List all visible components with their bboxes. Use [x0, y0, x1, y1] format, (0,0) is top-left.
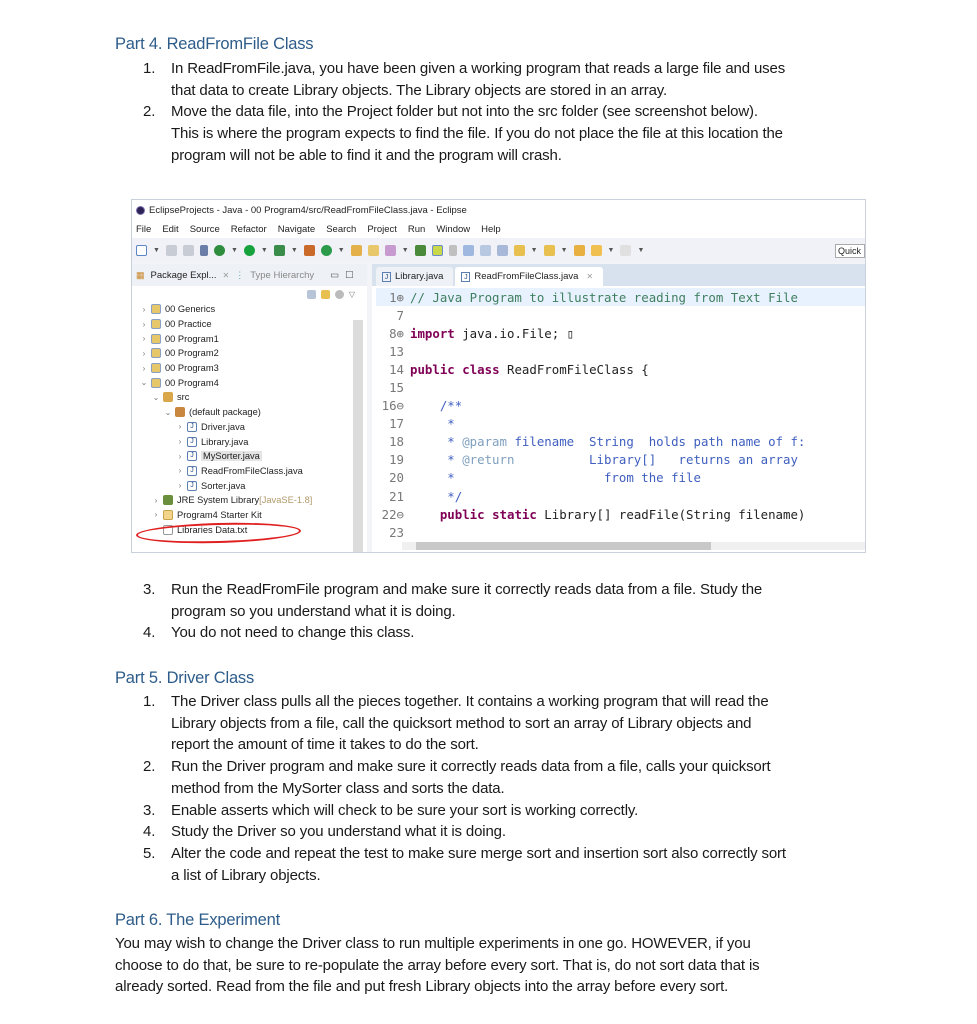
list-number: 4. [143, 823, 156, 841]
menu-search[interactable]: Search [326, 223, 357, 235]
chevron-down-icon[interactable]: ⌄ [164, 407, 172, 417]
tree-item[interactable] [140, 434, 367, 449]
part4-steps-continued [143, 579, 763, 644]
line-number: 23 [389, 524, 404, 540]
pilcrow-icon[interactable] [497, 245, 508, 256]
tree-item-label: Libraries Data.txt [177, 524, 248, 535]
tab-type-hierarchy[interactable]: Type Hierarchy [250, 269, 315, 281]
list-line: Enable asserts which will check to be sure your sort is working correctly. [171, 801, 639, 819]
new-class-icon[interactable] [321, 245, 332, 256]
package-explorer-icon: ▦ [136, 269, 145, 280]
line-number: 17 [389, 416, 404, 432]
line-number: 7 [396, 307, 404, 323]
java-file-icon: J [187, 481, 197, 491]
project-icon [151, 319, 161, 329]
line-number: 19 [389, 452, 404, 468]
java-file-icon: J [382, 272, 391, 282]
code-line [376, 505, 865, 523]
code-line [376, 415, 865, 433]
code-text: * [410, 416, 455, 432]
chevron-right-icon[interactable]: › [142, 348, 146, 358]
list-line: The Driver class pulls all the pieces together. It contains a working program that will read the [171, 693, 769, 710]
line-number: 18 [389, 434, 404, 450]
tree-item[interactable] [140, 331, 367, 346]
tree-item[interactable] [140, 478, 367, 493]
last-edit-icon[interactable] [574, 245, 585, 256]
menu-refactor[interactable]: Refactor [230, 223, 267, 235]
menu-edit[interactable]: Edit [162, 223, 179, 235]
tree-item-label: MySorter.java [203, 451, 260, 462]
tree-item[interactable] [140, 464, 367, 479]
tree-item-label: (default package) [189, 407, 261, 418]
new-icon[interactable] [136, 245, 147, 256]
tree-item[interactable] [140, 361, 367, 376]
java-file-icon: J [187, 451, 197, 461]
show-whitespace-icon[interactable] [463, 245, 474, 256]
list-number: 4. [143, 624, 156, 642]
open-folder-icon[interactable] [368, 245, 379, 256]
toolbar: ▼ ▼ ▼ ▼ ▼ ▼ ▼ ▼ ▼ ▼ [132, 238, 865, 262]
chevron-right-icon[interactable]: › [142, 304, 146, 314]
tree-item-label: Driver.java [201, 421, 245, 432]
tree-item-label: Sorter.java [201, 480, 246, 491]
quick-access-field[interactable]: Quick [835, 244, 865, 258]
tree-item-label: Program4 Starter Kit [177, 509, 262, 520]
chevron-down-icon[interactable]: ⌄ [152, 392, 160, 402]
java-file-icon: J [461, 272, 470, 282]
list-item [143, 821, 786, 843]
code-line [376, 342, 865, 360]
editor-tab-label: ReadFromFileClass.java [474, 271, 579, 282]
toggle-mark-icon[interactable] [432, 245, 443, 256]
code-line [376, 360, 865, 378]
tree-item-label: ReadFromFileClass.java [201, 465, 303, 476]
code-line [376, 469, 865, 487]
collapse-all-icon[interactable] [307, 290, 316, 299]
eclipse-logo-icon [136, 206, 145, 215]
code-text: * @param filename String holds path name of f: [410, 434, 806, 450]
project-icon [151, 304, 161, 314]
save-all-icon[interactable] [183, 245, 194, 256]
chevron-right-icon[interactable]: › [142, 334, 146, 344]
link-with-editor-icon[interactable] [321, 290, 330, 299]
chevron-right-icon[interactable]: › [178, 437, 182, 447]
run-icon[interactable] [244, 245, 255, 256]
skip-breakpoints-icon[interactable] [200, 245, 208, 256]
part5-heading: Part 5. Driver Class [115, 669, 255, 687]
code-text: */ [410, 488, 463, 504]
list-item [143, 800, 786, 822]
line-number: 16⊖ [381, 398, 404, 414]
list-item [143, 622, 762, 644]
line-number: 8⊕ [389, 325, 404, 341]
project-icon [151, 334, 161, 344]
tree-item[interactable] [140, 449, 367, 464]
line-number: 1⊕ [389, 289, 404, 305]
code-text: * @return Library[] returns an array [410, 452, 798, 468]
list-item [143, 843, 786, 886]
filters-icon[interactable] [335, 290, 344, 299]
tree-item[interactable] [140, 508, 367, 523]
menu-bar [132, 220, 865, 238]
chevron-right-icon[interactable]: › [154, 510, 158, 520]
list-item [143, 101, 785, 166]
tree-item[interactable] [140, 420, 367, 435]
list-item [143, 58, 786, 101]
list-item [143, 579, 763, 622]
package-icon [175, 407, 185, 417]
close-icon[interactable]: ✕ [586, 272, 594, 281]
tree-item[interactable] [140, 346, 367, 361]
code-text: /** [439, 398, 463, 414]
code-text: import java.io.File; ▯ [410, 325, 575, 341]
tree-item[interactable] [140, 375, 367, 390]
open-type-icon[interactable] [351, 245, 362, 256]
list-line: that data to create Library objects. The Library objects are stored in an array. [171, 81, 668, 99]
tree-item-label: Library.java [201, 436, 249, 447]
code-editor [372, 264, 865, 552]
line-number: 22⊖ [381, 506, 404, 522]
code-line [376, 288, 865, 306]
line-number: 13 [389, 343, 404, 359]
eclipse-screenshot [131, 199, 866, 553]
code-line [376, 306, 865, 324]
tree-item[interactable] [140, 405, 367, 420]
menu-help[interactable]: Help [481, 223, 501, 235]
code-text: // Java Program to illustrate reading from Text File [410, 289, 798, 305]
project-tree [132, 302, 367, 537]
tree-item-label: src [177, 392, 190, 403]
code-line [376, 487, 865, 505]
list-line: You do not need to change this class. [171, 624, 415, 642]
list-line: This is where the program expects to find the file. If you do not place the file at this location the [171, 125, 783, 143]
code-line [376, 324, 865, 342]
run-external-icon[interactable] [274, 245, 285, 256]
menu-window[interactable]: Window [436, 223, 471, 235]
chevron-right-icon[interactable]: › [178, 422, 182, 432]
menu-project[interactable]: Project [367, 223, 397, 235]
tree-item-label: 00 Generics [165, 304, 216, 315]
chevron-right-icon[interactable]: › [178, 466, 182, 476]
maximize-icon[interactable]: ☐ [345, 269, 354, 281]
line-number: 15 [389, 380, 404, 396]
menu-run[interactable]: Run [407, 223, 426, 235]
window-title: EclipseProjects - Java - 00 Program4/src/ReadFromFileClass.java - Eclipse [149, 204, 467, 216]
minimize-icon[interactable]: ▭ [330, 269, 340, 281]
list-item [143, 691, 786, 756]
tree-item-label: JRE System Library [177, 495, 260, 506]
forward-icon[interactable] [620, 245, 631, 256]
tree-item-label: 00 Practice [165, 319, 212, 330]
code-text: public static Library[] readFile(String filename) [439, 506, 806, 522]
save-icon[interactable] [166, 245, 177, 256]
code-area[interactable] [376, 288, 865, 541]
list-line: program so you understand what it is doing. [171, 602, 456, 620]
pin-icon[interactable] [415, 245, 426, 256]
list-number: 1. [143, 693, 156, 710]
project-icon [151, 348, 161, 358]
line-number: 20 [389, 470, 404, 486]
line-number: 21 [389, 488, 404, 504]
chevron-right-icon[interactable]: › [178, 481, 182, 491]
java-file-icon: J [187, 437, 197, 447]
tree-item[interactable] [140, 493, 367, 508]
list-line: Run the ReadFromFile program and make sure it correctly reads data from a file. Study the [171, 581, 763, 598]
tree-item[interactable] [140, 317, 367, 332]
list-number: 3. [143, 581, 156, 598]
part4-heading: Part 4. ReadFromFile Class [115, 35, 314, 53]
window-titlebar [132, 200, 865, 220]
java-file-icon: J [187, 466, 197, 476]
list-line: report the amount of time it takes to do the sort. [171, 736, 479, 754]
list-line: Alter the code and repeat the test to make sure merge sort and insertion sort also correctly sort [171, 844, 786, 862]
project-icon [151, 363, 161, 373]
code-line [376, 397, 865, 415]
part6-heading: Part 6. The Experiment [115, 911, 280, 929]
source-icon[interactable] [480, 245, 491, 256]
list-line: In ReadFromFile.java, you have been given a working program that reads a large file and uses [171, 60, 786, 77]
list-line: method from the MySorter class and sorts the data. [171, 779, 505, 797]
new-java-project-icon[interactable] [304, 245, 315, 256]
project-icon [151, 378, 161, 388]
code-text: * from the file [410, 470, 701, 486]
chevron-down-icon[interactable]: ⌄ [140, 378, 148, 388]
list-line: Run the Driver program and make sure it correctly reads data from a file, calls your quicksort [171, 758, 771, 776]
list-number: 2. [143, 103, 156, 121]
line-number: 14 [389, 361, 404, 377]
list-line: program will not be able to find it and the program will crash. [171, 146, 562, 164]
folder-icon [163, 510, 173, 520]
jre-icon [163, 495, 173, 505]
tree-item[interactable] [140, 302, 367, 317]
list-line: Library objects from a file, call the quicksort method to sort an array of Library objects and [171, 714, 752, 732]
list-item [143, 756, 786, 799]
list-number: 2. [143, 758, 156, 776]
list-number: 3. [143, 801, 156, 819]
code-line [376, 523, 865, 541]
menu-source[interactable]: Source [189, 223, 220, 235]
code-text: public class ReadFromFileClass { [410, 361, 649, 377]
menu-navigate[interactable]: Navigate [277, 223, 316, 235]
src-folder-icon [163, 392, 173, 402]
tree-item-label: 00 Program1 [165, 333, 219, 344]
paragraph-line: choose to do that, be sure to re-populate the array before every sort. That is, do not sort data that is [115, 956, 760, 974]
search-icon[interactable] [385, 245, 396, 256]
list-line: Move the data file, into the Project folder but not into the src folder (see screenshot below). [171, 103, 758, 121]
list-line: Study the Driver so you understand what it is doing. [171, 823, 506, 841]
paragraph-line: You may wish to change the Driver class to run multiple experiments in one go. HOWEVER, if you [115, 935, 751, 952]
editor-tab-label: Library.java [395, 271, 444, 282]
close-icon[interactable]: ✕ [222, 270, 230, 280]
editor-tab[interactable] [455, 267, 603, 286]
part4-steps [143, 58, 786, 167]
part6-paragraph [115, 933, 760, 998]
chevron-right-icon[interactable]: › [142, 319, 146, 329]
view-menu-icon[interactable]: ▽ [348, 289, 355, 299]
list-line: a list of Library objects. [171, 866, 321, 884]
list-number: 1. [143, 60, 156, 77]
list-number: 5. [143, 844, 156, 862]
debug-icon[interactable] [214, 245, 225, 256]
chevron-right-icon[interactable]: › [154, 495, 158, 505]
editor-tabs [372, 264, 865, 286]
tree-item-label: 00 Program2 [165, 348, 219, 359]
chevron-right-icon[interactable]: › [178, 451, 182, 461]
prev-annotation-icon[interactable] [544, 245, 555, 256]
tree-item-label: 00 Program4 [165, 377, 219, 388]
editor-tab[interactable] [376, 267, 453, 286]
next-annotation-icon[interactable] [514, 245, 525, 256]
chevron-right-icon[interactable]: › [142, 363, 146, 373]
type-hierarchy-icon: ⋮ [235, 269, 245, 280]
java-file-icon: J [187, 422, 197, 432]
part5-steps [143, 691, 786, 886]
horizontal-scrollbar[interactable] [402, 542, 865, 550]
code-line [376, 378, 865, 396]
menu-file[interactable]: File [136, 223, 152, 235]
vertical-scrollbar[interactable] [353, 320, 363, 552]
tree-item[interactable] [140, 390, 367, 405]
package-explorer [132, 264, 367, 552]
tree-item-label: 00 Program3 [165, 363, 219, 374]
tree-item-suffix: [JavaSE-1.8] [259, 495, 313, 506]
paragraph-line: already sorted. Read from the file and put fresh Library objects into the array before every sort. [115, 978, 729, 996]
back-icon[interactable] [591, 245, 602, 256]
toggle-block-icon[interactable] [449, 245, 457, 256]
tab-package-explorer[interactable]: Package Expl... [150, 269, 217, 281]
code-line [376, 433, 865, 451]
code-line [376, 451, 865, 469]
